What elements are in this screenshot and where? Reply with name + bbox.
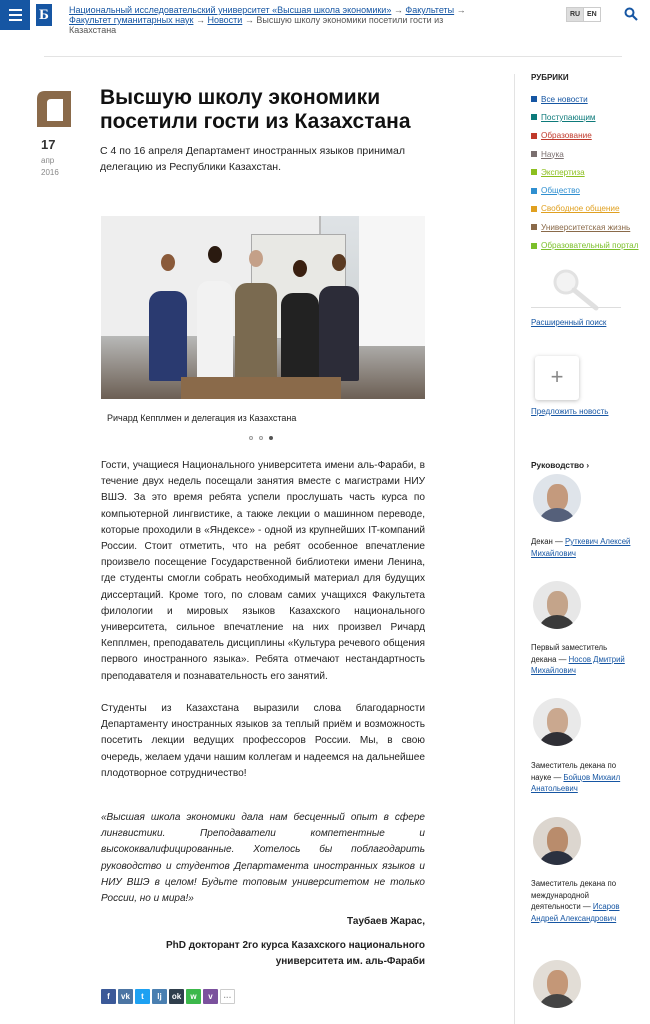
rubric-color-marker xyxy=(531,169,537,175)
rubric-label[interactable]: Экспертиза xyxy=(541,167,585,177)
rubrics-heading: РУБРИКИ xyxy=(531,73,569,82)
news-category-icon xyxy=(33,87,75,129)
rubric-item[interactable] xyxy=(531,90,639,108)
breadcrumb-link-faculties[interactable]: Факультеты xyxy=(405,5,455,15)
hse-logo[interactable]: Б xyxy=(36,4,52,26)
avatar[interactable] xyxy=(533,960,581,1008)
avatar[interactable] xyxy=(533,698,581,746)
avatar-body xyxy=(537,994,577,1008)
avatar-body xyxy=(537,851,577,865)
breadcrumb-separator: → xyxy=(195,15,205,25)
article-photo[interactable] xyxy=(101,216,425,399)
date-month: апр xyxy=(41,156,55,165)
rubric-item[interactable] xyxy=(531,236,639,254)
share-viber-icon[interactable]: v xyxy=(203,989,218,1004)
breadcrumb-link-university[interactable]: Национальный исследовательский университет «Высшая школа экономики» xyxy=(69,5,392,15)
rubric-label[interactable]: Общество xyxy=(541,186,580,196)
lang-ru-button[interactable]: RU xyxy=(566,7,584,22)
person-head xyxy=(161,254,175,271)
person-role: Декан — xyxy=(531,537,565,546)
propose-news-button[interactable]: + xyxy=(535,356,579,400)
rubric-color-marker xyxy=(531,243,537,249)
person-figure xyxy=(319,286,359,381)
rubric-color-marker xyxy=(531,224,537,230)
rubric-label[interactable]: Университетская жизнь xyxy=(541,222,631,232)
person-figure xyxy=(281,293,319,381)
article-paragraph-2: Студенты из Казахстана выразили слова благодарности Департаменту иностранных языков за теплый приём и возможность посетить лекции ведущих профессоров России. Мы, в свою очередь, желаем удачи нашим коллегам и надеемся на дальнейшее плодотворное сотрудничество! xyxy=(101,703,425,779)
person-name-link[interactable]: Руткевич Алексей Михайлович xyxy=(531,537,631,558)
person-name-link[interactable]: Бойцов Михаил Анатольевич xyxy=(531,772,621,793)
person-name-link[interactable]: Исаров Андрей Александрович xyxy=(531,902,620,923)
person-role: Заместитель декана по науке — xyxy=(531,761,617,782)
avatar-body xyxy=(537,615,577,629)
menu-button[interactable] xyxy=(0,0,30,30)
rubric-item[interactable] xyxy=(531,145,639,163)
article-quote: «Высшая школа экономики дала нам бесценный опыт в сфере лингвистики. Преподаватели компетентные и высококвалифицированные. Хотелось бы поблагодарить руководство и студентов Департамента иностранных языков и НИУ ВШЭ в целом! Будьте топовым университетом не только России, но и мира!» xyxy=(101,812,425,905)
avatar[interactable] xyxy=(533,474,581,522)
avatar-face xyxy=(547,970,568,997)
rubrics-list xyxy=(531,90,639,255)
avatar[interactable] xyxy=(533,581,581,629)
rubric-label[interactable]: Образование xyxy=(541,131,592,141)
share-whatsapp-icon[interactable]: w xyxy=(186,989,201,1004)
share-vk-icon[interactable]: vk xyxy=(118,989,133,1004)
rubric-color-marker xyxy=(531,188,537,194)
article-lead: С 4 по 16 апреля Департамент иностранных языков принимал делегацию из Республики Казахстан. xyxy=(100,145,405,173)
rubric-label[interactable]: Наука xyxy=(541,149,564,159)
gallery-dot[interactable] xyxy=(249,436,253,440)
table xyxy=(181,377,341,399)
rubric-color-marker xyxy=(531,151,537,157)
rubric-item[interactable] xyxy=(531,163,639,181)
search-divider xyxy=(531,307,621,308)
rubric-label[interactable]: Все новости xyxy=(541,94,588,104)
person-figure xyxy=(235,283,277,381)
gallery-dot[interactable] xyxy=(259,436,263,440)
person-head xyxy=(293,260,307,277)
avatar-body xyxy=(537,732,577,746)
avatar-face xyxy=(547,591,568,618)
rubric-label[interactable]: Образовательный портал xyxy=(541,241,639,251)
person-figure xyxy=(149,291,187,381)
article-title: Высшую школу экономики посетили гости из Казахстана xyxy=(100,86,411,133)
share-more-icon[interactable]: ··· xyxy=(220,989,235,1004)
breadcrumb-current: Высшую школу экономики посетили гости из Казахстана xyxy=(69,15,444,35)
header-divider xyxy=(44,56,622,57)
rubric-color-marker xyxy=(531,133,537,139)
rubric-color-marker xyxy=(531,96,537,102)
rubric-item[interactable] xyxy=(531,218,639,236)
sidebar-divider xyxy=(514,74,515,1024)
date-day: 17 xyxy=(41,137,56,152)
avatar-face xyxy=(547,484,568,511)
rubric-color-marker xyxy=(531,114,537,120)
search-icon[interactable] xyxy=(624,7,638,21)
window xyxy=(359,216,425,346)
person-role: Заместитель декана по международной деятельности — xyxy=(531,879,617,911)
breadcrumb-link-faculty[interactable]: Факультет гуманитарных наук xyxy=(69,15,194,25)
breadcrumb xyxy=(69,5,489,35)
avatar-face xyxy=(547,708,568,735)
person-figure xyxy=(197,281,233,381)
advanced-search-link[interactable]: Расширенный поиск xyxy=(531,318,607,327)
person-info xyxy=(531,642,631,677)
rubric-label[interactable]: Свободное общение xyxy=(541,204,620,214)
avatar-face xyxy=(547,827,568,854)
share-livejournal-icon[interactable]: lj xyxy=(152,989,167,1004)
avatar-body xyxy=(537,508,577,522)
magnifier-icon xyxy=(546,268,606,312)
person-info xyxy=(531,878,631,924)
photo-caption: Ричард Кепплмен и делегация из Казахстана xyxy=(107,413,297,423)
breadcrumb-separator: → xyxy=(244,15,254,25)
rubric-label[interactable]: Поступающим xyxy=(541,112,596,122)
breadcrumb-separator: → xyxy=(456,5,466,15)
gallery-dots xyxy=(249,436,273,440)
rubric-item[interactable] xyxy=(531,200,639,218)
avatar[interactable] xyxy=(533,817,581,865)
person-role: Первый заместитель декана — xyxy=(531,643,608,664)
person-head xyxy=(208,246,222,263)
gallery-dot-active[interactable] xyxy=(269,436,273,440)
breadcrumb-separator: → xyxy=(393,5,403,15)
person-info xyxy=(531,536,631,559)
quote-author-role: PhD докторант 2го курса Казахского национального университета им. аль-Фараби xyxy=(165,940,425,967)
person-head xyxy=(249,250,263,267)
propose-news-link[interactable]: Предложить новость xyxy=(531,407,609,416)
person-name-link[interactable]: Носов Дмитрий Михайлович xyxy=(531,654,625,675)
lang-en-button[interactable]: EN xyxy=(583,7,601,22)
article-paragraph-1: Гости, учащиеся Национального университета имени аль-Фараби, в течение двух недель посещали занятия вместе с магистрами НИУ ВШЭ. За это время ребята успели прослушать часть курса по компьютерной лингвистике, а также лекции о машинном переводе, которые проходили в «Яндексе» - одной из крупнейших IT-компаний России. Стоит отметить, что на ребят особенное впечатление произвело посещение Государственной библиотеки имени Ленина, где студенты смогли собрать необходимый материал для будущих диссертаций. Кроме того, по словам самих учащихся Факультета филологии и мировых языков Казахского национального университета, сильное впечатление на них произвел Ричард Кепплмен, преподаватель дисциплины «Культура речевого общения первого иностранного языка». Ребята отмечают нестандартность преподавателя и познавательность его занятий. xyxy=(101,460,425,682)
share-bar xyxy=(101,989,235,1004)
rubric-color-marker xyxy=(531,206,537,212)
rubric-item[interactable] xyxy=(531,127,639,145)
rubric-item[interactable] xyxy=(531,181,639,199)
leadership-heading[interactable]: Руководство › xyxy=(531,460,590,470)
date-year: 2016 xyxy=(41,168,59,177)
breadcrumb-link-news[interactable]: Новости xyxy=(207,15,243,25)
share-facebook-icon[interactable]: f xyxy=(101,989,116,1004)
share-twitter-icon[interactable]: t xyxy=(135,989,150,1004)
quote-author-name: Таубаев Жарас, xyxy=(347,916,425,927)
rubric-item[interactable] xyxy=(531,108,639,126)
person-info xyxy=(531,760,631,795)
person-head xyxy=(332,254,346,271)
share-odnoklassniki-icon[interactable]: ok xyxy=(169,989,184,1004)
